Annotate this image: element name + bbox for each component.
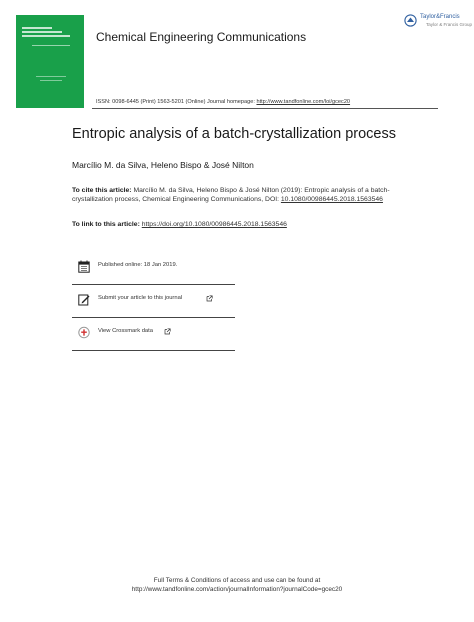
- published-online-text: Published online: 18 Jan 2019.: [98, 262, 178, 268]
- footer: [0, 576, 474, 594]
- journal-title: Chemical Engineering Communications: [96, 30, 307, 44]
- publisher-logo-icon: [404, 14, 417, 27]
- edit-icon: [78, 293, 90, 306]
- cite-text: Marcílio M. da Silva, Heleno Bispo & José Nilton (2019): Entropic analysis of a batch-crystallization process, Chemical Engineering Communications, DOI:: [72, 187, 390, 203]
- article-authors: Marcílio M. da Silva, Heleno Bispo & José Nilton: [72, 160, 254, 170]
- calendar-icon: [78, 260, 90, 273]
- cite-label: To cite this article:: [72, 187, 132, 194]
- divider: [72, 317, 235, 318]
- publisher-logo-group: Taylor & Francis Group: [426, 22, 473, 27]
- external-link-icon: [164, 328, 171, 335]
- footer-line-1: Full Terms & Conditions of access and use can be found at: [153, 577, 321, 584]
- footer-terms-link[interactable]: http://www.tandfonline.com/action/journalInformation?journalCode=gcec20: [131, 586, 343, 593]
- journal-cover-image: [16, 15, 84, 108]
- header-divider: [92, 108, 438, 109]
- publisher-logo: [404, 13, 473, 31]
- citation-block: [72, 186, 402, 204]
- submit-article-row[interactable]: [72, 291, 235, 318]
- publisher-logo-name: Taylor&Francis: [420, 14, 460, 20]
- published-online-row: [72, 258, 235, 285]
- issn-text: ISSN: 0098-6445 (Print) 1563-5201 (Online) Journal homepage:: [96, 99, 257, 105]
- journal-homepage-link[interactable]: http://www.tandfonline.com/loi/gcec20: [256, 99, 351, 105]
- external-link-icon: [206, 295, 213, 302]
- link-label: To link to this article:: [72, 221, 142, 228]
- article-link-row: [72, 221, 287, 228]
- article-doi-link[interactable]: https://doi.org/10.1080/00986445.2018.1563546: [141, 221, 287, 228]
- article-title: Entropic analysis of a batch-crystallization process: [72, 126, 396, 142]
- submit-article-text[interactable]: Submit your article to this journal: [98, 295, 183, 301]
- divider: [72, 284, 235, 285]
- divider: [72, 350, 235, 351]
- crossmark-text[interactable]: View Crossmark data: [98, 328, 153, 334]
- cite-doi[interactable]: 10.1080/00986445.2018.1563546: [280, 196, 383, 203]
- crossmark-icon: [78, 326, 90, 339]
- issn-line: [96, 99, 350, 105]
- crossmark-row[interactable]: [72, 324, 235, 351]
